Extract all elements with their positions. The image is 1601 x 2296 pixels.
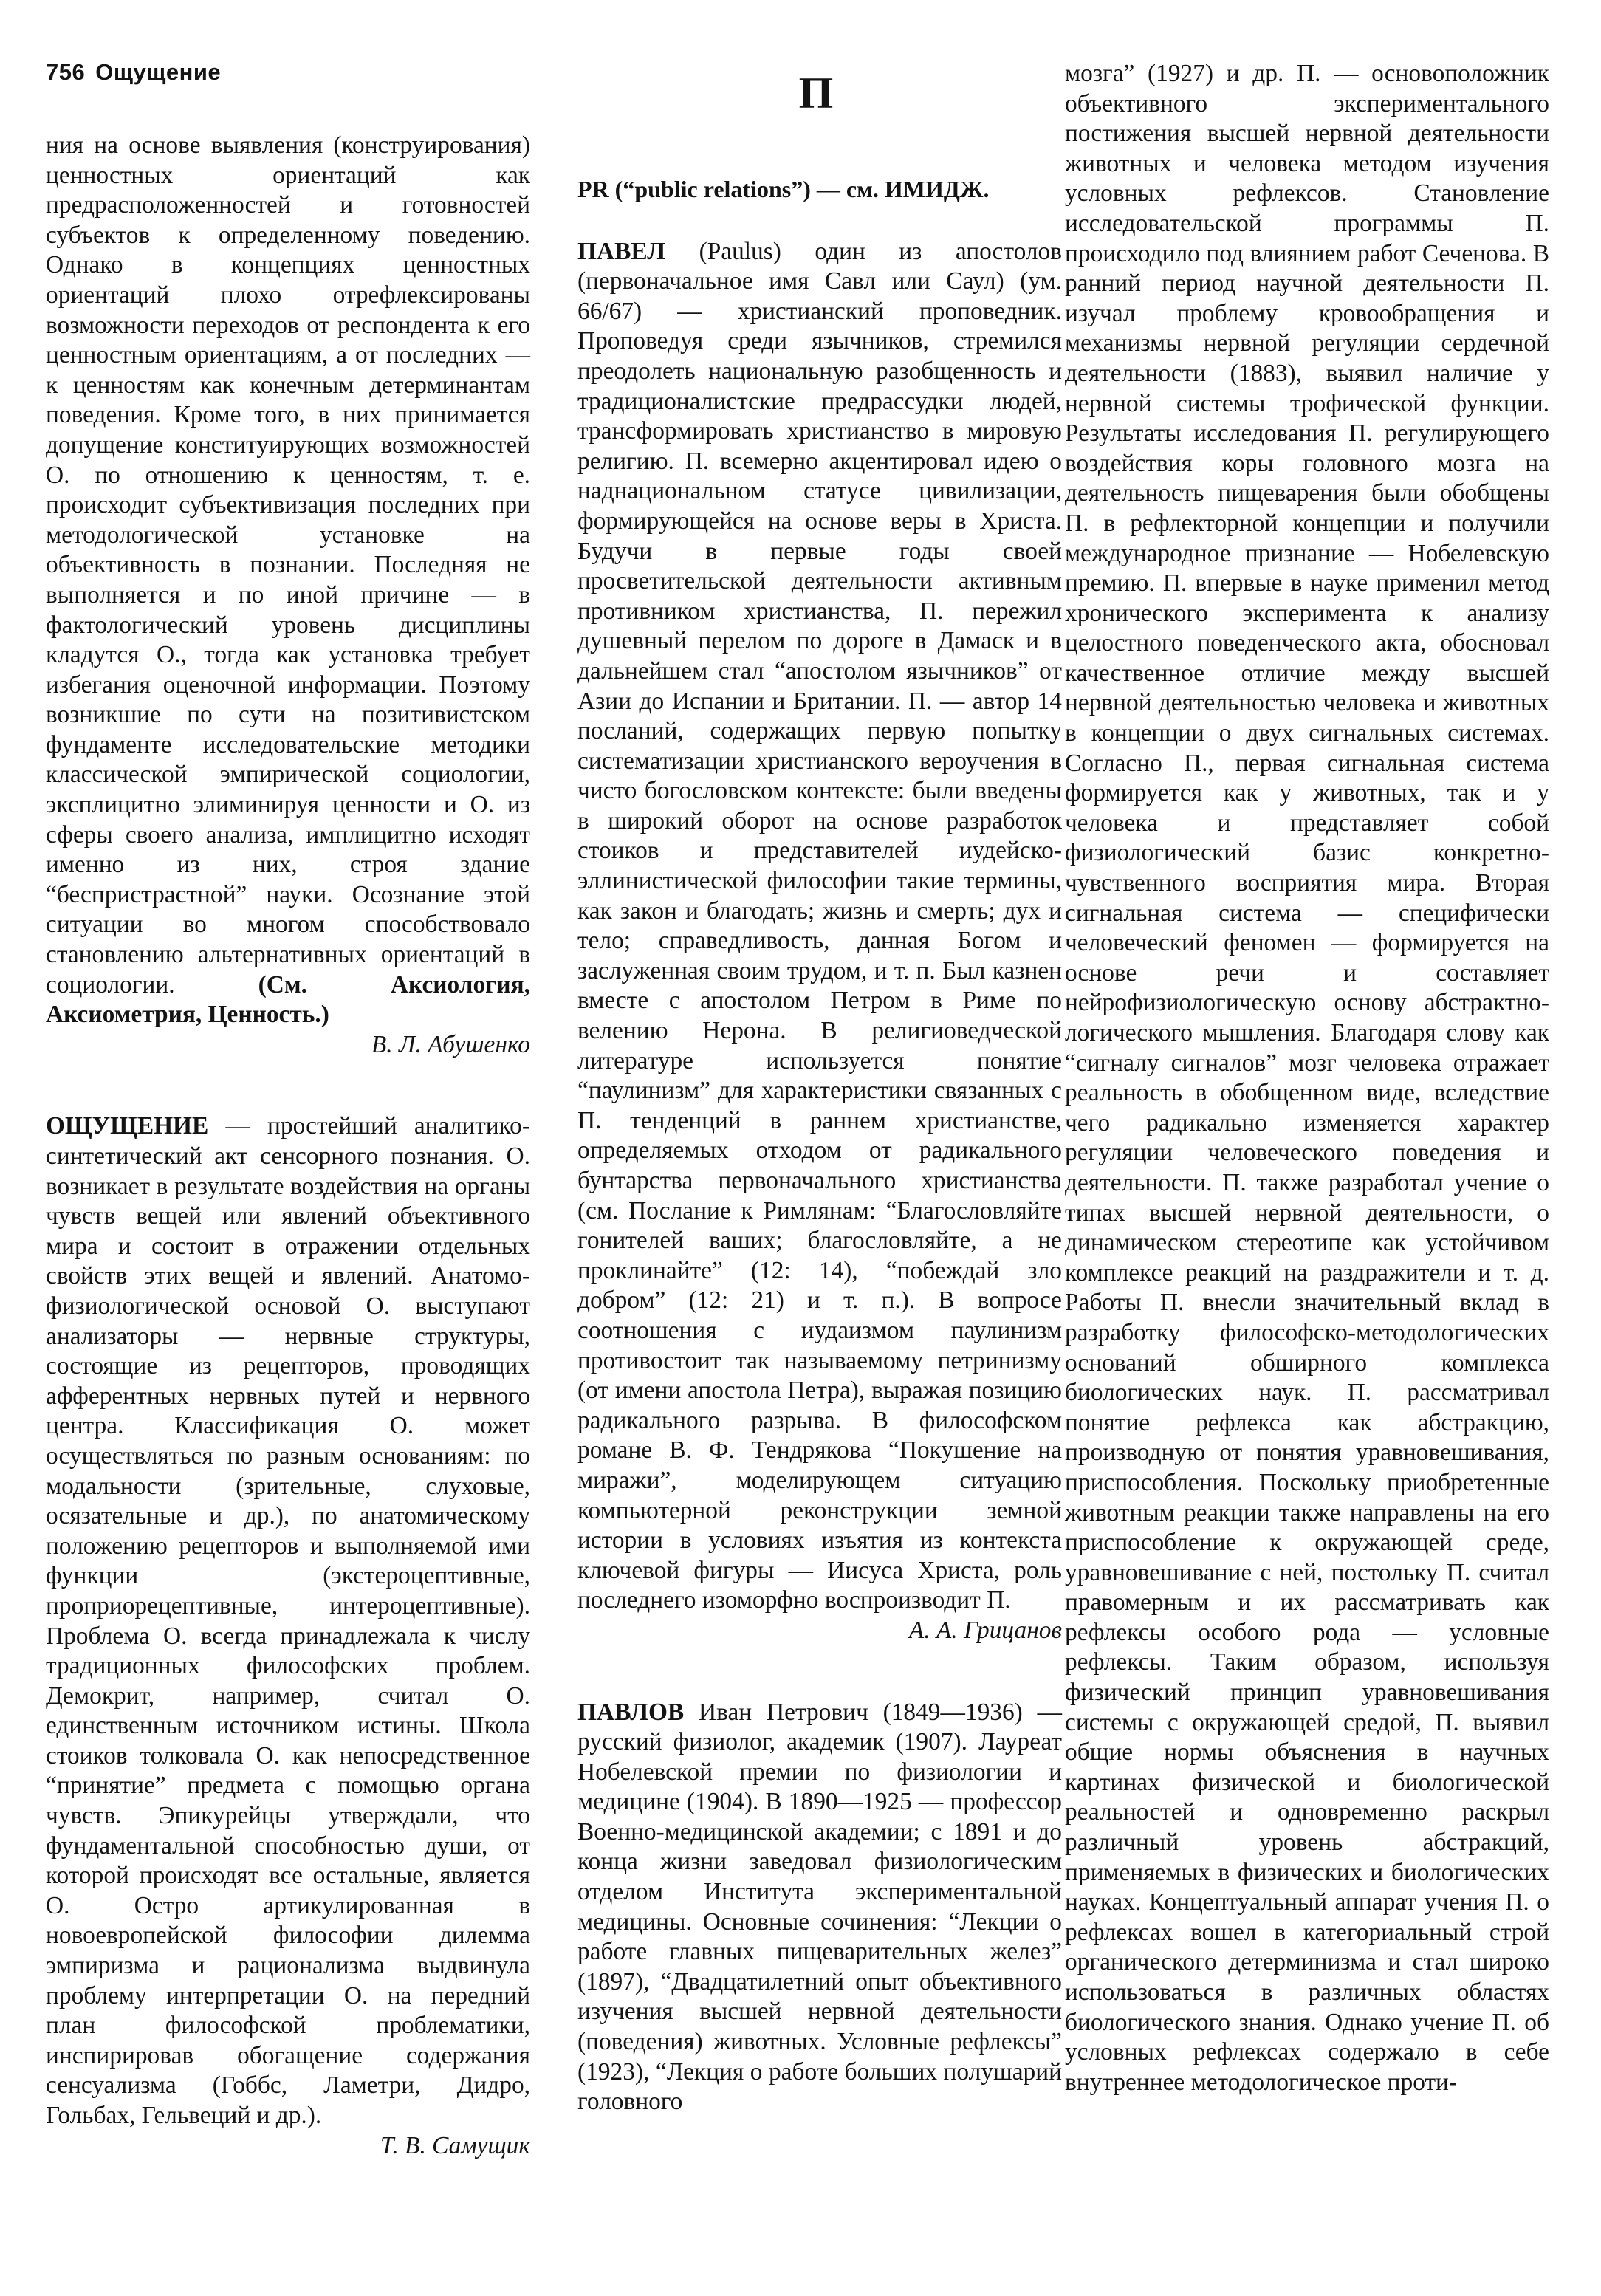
see-also-reference: (См. Аксиология, Аксиометрия, Ценность.) [46, 970, 530, 1029]
column-2 [577, 161, 1062, 2117]
entry-text: Иван Петрович (1849—1936) — русский физиолог, академик (1907). Лауреат Нобелевской премии по физиологии и медицине (1904). В 1890—1925 — профессор Военно-медицинской академии; с 1891 и до конца жизни заведовал физиологическим отделом Института экспериментальной медицины. Основные сочинения: “Лекции о работе главных пищеварительных желез” (1897), “Двадцатилетний опыт объективного изучения высшей нервной деятельности (поведения) животных. Условные рефлексы” (1923), “Лекция о работе больших полушарий головного [577, 1698, 1062, 2116]
running-title: Ощущение [95, 59, 222, 85]
entry-headword: ПАВЛОВ [577, 1698, 685, 1726]
column-1 [46, 131, 530, 2161]
section-letter: П [798, 69, 834, 117]
entry-pr-crossref: PR (“public relations”) — см. ИМИДЖ. [577, 176, 990, 202]
column-3 [1065, 59, 1549, 2097]
entry-author: В. Л. Абушенко [371, 1030, 530, 1058]
entry-text: — простейший аналитико-синтетический акт сенсорного познания. О. возникает в результате воздействия на органы чувств вещей или явлений объективного мира и состоит в отражении отдельных свойств этих вещей и явлений. Анатомо-физиологической основой О. выступают анализаторы — нервные структуры, состоящие из рецепторов, проводящих афферентных нервных путей и нервного центра. Классификация О. может осуществляться по разным основаниям: по модальности (зрительные, слуховые, осязательные и др.), по анатомическому положению рецепторов и выполняемой ими функции (экстероцептивные, проприорецептивные, интероцептивные). Проблема О. всегда принадлежала к числу традиционных философских проблем. Демокрит, например, считал О. единственным источником истины. Школа стоиков толковала О. как непосредственное “принятие” предмета с помощью органа чувств. Эпикурейцы утверждали, что фундаментальной способностью души, от которой происходят все остальные, является О. Остро артикулированная в новоевропейской философии дилемма эмпиризма и рационализма выдвинула проблему интерпретации О. на передний план философской проблематики, инспирировав обогащение содержания сенсуализма (Гоббс, Ламетри, Дидро, Гольбах, Гельвеций и др.). [46, 1112, 530, 2129]
continued-text: ния на основе выявления (конструирования) ценностных ориентаций как предрасположенностей и готовностей субъектов к определенному поведению. Однако в концепциях ценностных ориентаций плохо отрефлексированы возможности переходов от респондента к его ценностным ориентациям, а от последних — к ценностям как конечным детерминантам поведения. Кроме того, в них принимается допущение конституирующих возможностей О. по отношению к ценностям, т. е. происходит субъективизация последних при методологической установке на объективность в познании. Последняя не выполняется и по иной причине — в фактологический уровень дисциплины кладутся О., тогда как установка требует избегания оценочной информации. Поэтому возникшие по сути на позитивистском фундаменте исследовательские методики классической эмпирической социологии, эксплицитно элиминируя ценности и О. из сферы своего анализа, имплицитно исходят именно из них, строя здание “беспристрастной” науки. Осознание этой ситуации во многом способствовало становлению альтернативных ориентаций в социологии. [46, 131, 530, 998]
continued-entry [46, 131, 530, 1030]
continued-entry-pavlov: мозга” (1927) и др. П. — основоположник объективного экспериментального постижения высшей нервной деятельности животных и человека методом изучения условных рефлексов. Становление исследовательской программы П. происходило под влиянием работ Сеченова. В ранний период научной деятельности П. изучал проблему кровообращения и механизмы нервной регуляции сердечной деятельности (1883), выявил наличие у нервной системы трофической функции. Результаты исследования П. регулирующего воздействия коры головного мозга на деятельность пищеварения были обобщены П. в рефлекторной концепции и получили международное признание — Нобелевскую премию. П. впервые в науке применил метод хронического эксперимента к анализу целостного поведенческого акта, обосновал качественное отличие между высшей нервной деятельностью человека и животных в концепции о двух сигнальных системах. Согласно П., первая сигнальная система формируется как у животных, так и у человека и представляет собой физиологический базис конкретно-чувственного восприятия мира. Вторая сигнальная система — специфически человеческий феномен — формируется на основе речи и составляет нейрофизиологическую основу абстрактно-логического мышления. Благодаря слову как “сигналу сигналов” мозг человека отражает реальность в обобщенном виде, вследствие чего радикально изменяется характер регуляции человеческого поведения и деятельности. П. также разработал учение о типах высшей нервной деятельности, о динамическом стереотипе как устойчивом комплексе реакций на раздражители и т. д. Работы П. внесли значительный вклад в разработку философско-методологических оснований обширного комплекса биологических наук. П. рассматривал понятие рефлекса как абстракцию, производную от понятия уравновешивания, приспособления. Поскольку приобретенные животным реакции также направлены на его приспособление к окружающей среде, уравновешивание с ней, постольку П. считал правомерным и их рассматривать как рефлексы особого рода — условные рефлексы. Таким образом, используя физический принцип уравновешивания системы с окружающей средой, П. выявил общие нормы объяснения в научных картинах физической и биологической реальностей и одновременно раскрыл различный уровень абстракций, применяемых в физических и биологических науках. Концептуальный аппарат учения П. о рефлексах вошел в категориальный строй органического детерминизма и стал широко использоваться в различных областях биологического знания. Однако учение П. об условных рефлексах содержало в себе внутреннее методологическое проти- [1065, 60, 1549, 2096]
page-header [46, 59, 221, 86]
entry-author: А. А. Грицанов [908, 1616, 1062, 1644]
entry-headword: ОЩУЩЕНИЕ [46, 1112, 209, 1140]
entry-pavel [577, 237, 1062, 1616]
entry-oshchushchenie [46, 1111, 530, 2131]
entry-pavlov [577, 1698, 1062, 2117]
entry-author: Т. В. Самущик [380, 2131, 530, 2159]
page-number: 756 [46, 59, 86, 85]
entry-text: (Paulus) один из апостолов (первоначальное имя Савл или Саул) (ум. 66/67) — христианский проповедник. Проповедуя среди язычников, стремился преодолеть национальную разобщенность и традиционалистские предрассудки людей, трансформировать христианство в мировую религию. П. всемерно акцентировал идею о наднациональном статусе цивилизации, формирующейся на основе веры в Христа. Будучи в первые годы своей просветительской деятельности активным противником христианства, П. пережил душевный перелом по дороге в Дамаск и в дальнейшем стал “апостолом язычников” от Азии до Испании и Британии. П. — автор 14 посланий, содержащих первую попытку систематизации христианского вероучения в чисто богословском контексте: были введены в широкий оборот на основе разработок стоиков и представителей иудейско-эллинистической философии такие термины, как закон и благодать; жизнь и смерть; дух и тело; справедливость, данная Богом и заслуженная своим трудом, и т. п. Был казнен вместе с апостолом Петром в Риме по велению Нерона. В религиоведческой литературе используется понятие “паулинизм” для характеристики связанных с П. тенденций в раннем христианстве, определяемых отходом от радикального бунтарства первоначального христианства (см. Послание к Римлянам: “Благословляйте гонителей ваших; благословляйте, а не проклинайте” (12: 14), “побеждай зло добром” (12: 21) и т. п.). В вопросе соотношения с иудаизмом паулинизм противостоит так называемому петринизму (от имени апостола Петра), выражая позицию радикального разрыва. В философском романе В. Ф. Тендрякова “Покушение на миражи”, моделирующем ситуацию компьютерной реконструкции земной истории в условиях изъятия из контекста ключевой фигуры — Иисуса Христа, роль последнего изоморфно воспроизводит П. [577, 237, 1062, 1614]
entry-headword: ПАВЕЛ [577, 237, 666, 265]
